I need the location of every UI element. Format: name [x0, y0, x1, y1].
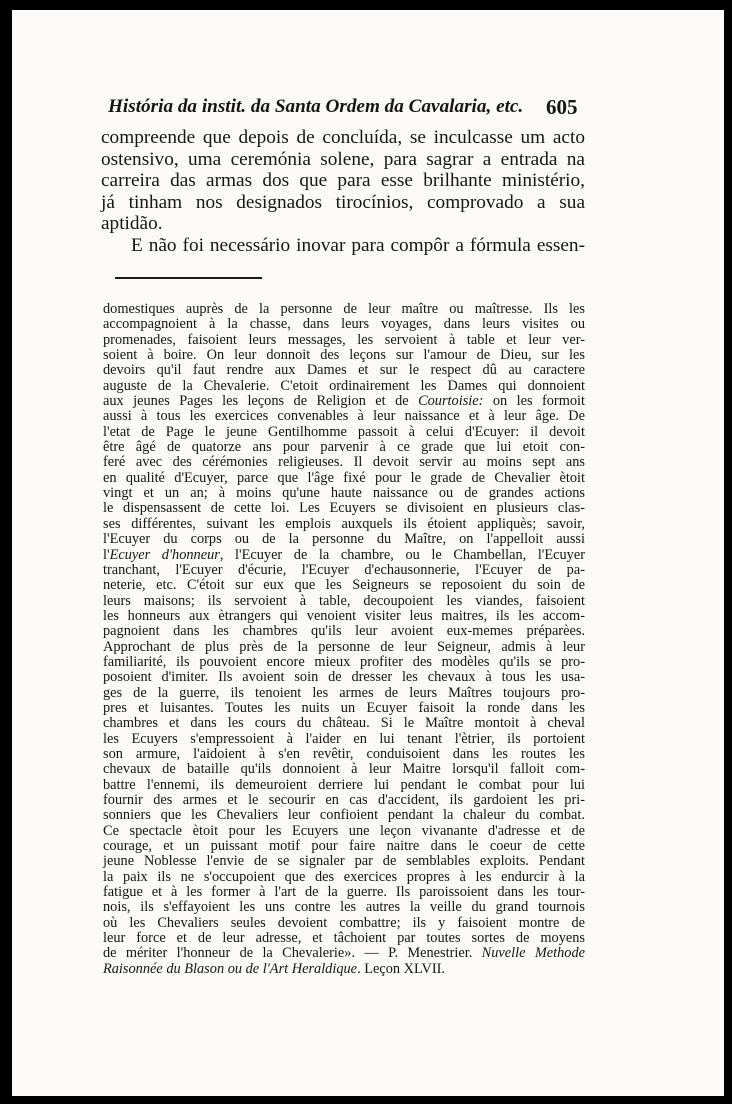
- footnote-line: sonniers que les Chevaliers leur confioient pendant la chaleur du combat.: [103, 807, 585, 824]
- body-line: aptidão.: [101, 213, 163, 235]
- footnote-line: les Ecuyers s'empressoient à l'aider en lui tenant l'ètrier, ils portoient: [103, 730, 585, 747]
- footnote-line: domestiques auprès de la personne de leur maître ou maîtresse. Ils les: [103, 301, 585, 317]
- footnote-line: devoirs qu'il faut rendre aux Dames et sur le respect dû au caractere: [103, 362, 585, 379]
- footnote-segment: de mériter l'honneur de la Chevalerie». — P. Menestrier.: [103, 945, 482, 962]
- footnote-line: courage, et un puissant motif pour faire naitre dans le coeur de cette: [103, 838, 585, 855]
- footnote-line: soient à boire. On leur donnoit des leçons sur l'amour de Dieu, sur les: [103, 347, 585, 364]
- footnote-line: [103, 946, 585, 961]
- italic-term: Courtoisie:: [418, 393, 484, 410]
- footnote-line: [103, 394, 585, 409]
- footnote-line: les honneurs aux ètrangers qui venoient visiter leus maitres, ils les accom-: [103, 607, 585, 624]
- main-body-text: [101, 127, 585, 257]
- footnote-segment: on les formoit: [483, 393, 585, 410]
- running-title: História da instit. da Santa Ordem da Cavalaria, etc.: [108, 96, 524, 117]
- page-number: 605: [546, 95, 578, 119]
- body-line: ostensivo, uma ceremónia solene, para sagrar a entrada na: [101, 148, 585, 170]
- footnote-line: tranchant, l'Ecuyer d'écurie, l'Ecuyer d'echausonnerie, l'Ecuyer de pa-: [103, 561, 585, 578]
- body-line: compreende que depois de concluída, se inculcasse um acto: [101, 127, 585, 148]
- footnote-line: en qualité d'Ecuyer, parce que l'âge fixé pour le grade de Chevalier ètoit: [103, 469, 585, 486]
- footnote-segment: . Leçon XLVII.: [357, 960, 445, 977]
- footnote-line: fournir des armes et le secourir en cas d'accident, ils gardoient les pri-: [103, 792, 585, 808]
- footnote-line: vingt et un an; à moins qu'une haute naissance ou de grandes actions: [103, 485, 585, 502]
- footnote-segment: l': [103, 546, 110, 563]
- footnote-line: battre l'ennemi, ils demeuroient derriere lui pendant le combat pour lui: [103, 776, 585, 793]
- footnote-line: la paix ils ne s'occupoient que des exercices propres à les endurcir à la: [103, 868, 585, 885]
- footnote-line: nois, ils s'effayoient les uns contre les autres la veille du grand tournois: [103, 899, 585, 916]
- footnote-separator: [115, 277, 262, 279]
- footnote-segment: aux jeunes Pages les leçons de Religion et de: [103, 393, 419, 410]
- footnote-line: jeune Noblesse l'envie de se signaler par de semblables exploits. Pendant: [103, 853, 585, 870]
- footnote-line: familiarité, ils pouvoient encore mieux profiter des modèles qu'ils se pro-: [103, 653, 585, 670]
- footnote-text: [103, 302, 585, 977]
- footnote-line: aussi à tous les exercices convenables à leur naissance et à leur âge. De: [103, 408, 585, 425]
- footnote-line: son armure, l'aidoient à s'en revêtir, conduisoient dans les routes les: [103, 745, 585, 762]
- footnote-line: ges de la guerre, ils tenoient les armes de leurs Maîtres toujours pro-: [103, 684, 585, 701]
- italic-citation: Nuvelle Methode: [481, 945, 586, 962]
- footnote-line: posoient d'imiter. Ils avoient soin de dresser les chevaux à tous les usa-: [103, 669, 585, 686]
- body-line: E não foi necessário inovar para compôr a fórmula essen-: [131, 234, 585, 256]
- footnote-line: Ce spectacle ètoit pour les Ecuyers une leçon vivanante d'adresse et de: [103, 822, 585, 839]
- footnote-line: neterie, etc. C'étoit sur eux que les Seigneurs se reposoient du soin de: [103, 577, 585, 594]
- footnote-line: l'etat de Page le jeune Gentilhomme passoit à celui d'Ecuyer: il devoit: [103, 423, 585, 440]
- body-line: carreira das armas dos que para esse brilhante ministério,: [101, 170, 585, 192]
- footnote-line: feré avec des cérémonies religieuses. Il devoit servir au moins sept ans: [103, 454, 585, 471]
- footnote-segment: , l'Ecuyer de la chambre, ou le Chambellan, l'Ecuyer: [219, 546, 585, 563]
- footnote-line: le dispensassent de cette loi. Les Ecuyers se divisoient en plusieurs clas-: [103, 500, 585, 517]
- footnote-line: leur force et de leur adresse, et tâchoient par toutes sortes de moyens: [103, 930, 585, 947]
- italic-term: Ecuyer d'honneur: [109, 546, 220, 563]
- footnote-line: ses différentes, suivant les emplois auxquels ils étoient appliquès; savoir,: [103, 515, 585, 532]
- italic-citation: Raisonnée du Blason ou de l'Art Heraldique: [103, 960, 358, 977]
- footnote-line: [103, 548, 585, 563]
- footnote-line: auguste de la Chevalerie. C'etoit ordinairement les Dames qui donnoient: [103, 377, 585, 394]
- footnote-line: promenades, faisoient leurs messages, les servoient à table et leur ver-: [103, 331, 585, 348]
- footnote-line: pagnoient dans les chambres qu'ils leur avoient eux-memes préparèes.: [103, 623, 585, 640]
- footnote-line: être âgé de quatorze ans pour parvenir à ce grade que lui etoit con-: [103, 439, 585, 456]
- footnote-line: Approchant de plus près de la personne de leur Seigneur, admis à leur: [103, 638, 585, 655]
- footnote-line: accompagnoient à la chasse, dans leurs voyages, dans leurs visites ou: [103, 316, 585, 333]
- footnote-line: [103, 962, 585, 977]
- footnote-line: pres et luisantes. Toutes les nuits un Ecuyer faisoit la ronde dans les: [103, 699, 585, 716]
- body-line: já tinham nos designados tirocínios, comprovado a sua: [101, 191, 585, 213]
- footnote-line: chevaux de bataille qu'ils donnoient à leur Maitre lorsqu'il falloit com-: [103, 761, 585, 778]
- footnote-line: l'Ecuyer du corps ou de la personne du Maître, on l'appelloit aussi: [103, 531, 585, 548]
- footnote-line: chambres et dans les cours du château. Si le Maître montoit à cheval: [103, 715, 585, 732]
- footnote-line: fatigue et à les former à l'art de la guerre. Ils paroissoient dans les tour-: [103, 884, 585, 901]
- footnote-line: leurs maisons; ils servoient à table, decoupoient les viandes, faisoient: [103, 592, 585, 609]
- footnote-line: où les Chevaliers seules devoient combattre; ils y faisoient montre de: [103, 914, 585, 931]
